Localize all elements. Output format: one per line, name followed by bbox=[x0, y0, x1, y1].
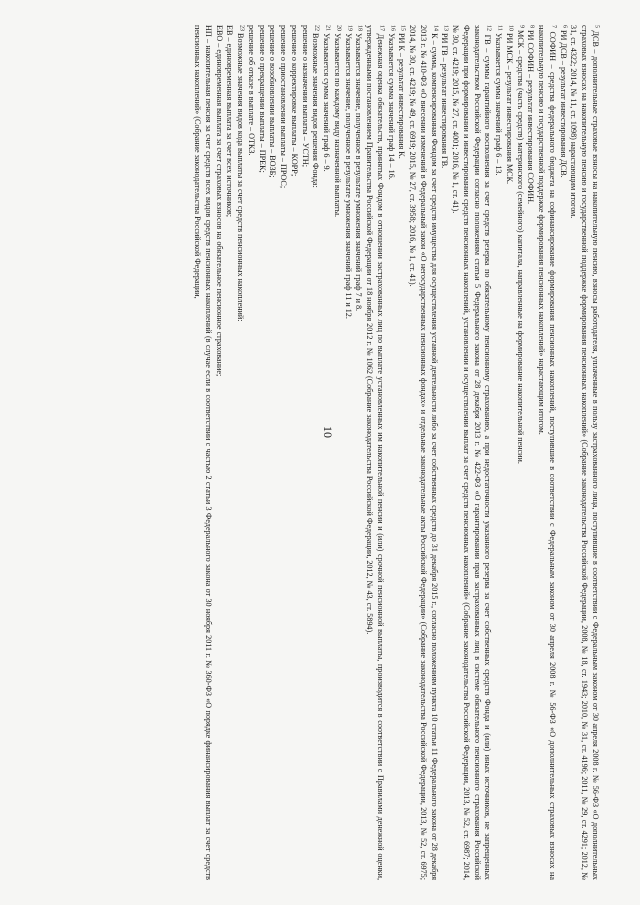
footnote-text: ДСВ – дополнительные страховые взносы на накопительную пенсию, взносы работодателя, уплаченные в пользу застрахованного лица, поступившие в соответствии с Федеральным законом от 30 апреля 2008 г. № 56-ФЗ «О дополнительных страховых взносах на накопительную пенсию и государственной поддержке формирования пенсионных накоплений» (Собрание законодательства Российской Федерации, 2008, № 18, ст. 1943; 2010, № 31, ст. 4196; 2011, № 29, ст. 4291; 2012, № 31, ст. 4322; 2014, № 11, ст. 1098) нарастающим итогом. bbox=[569, 25, 600, 880]
footnote-text: ГВ – суммы гарантийного восполнения за счет средств резерва по обязательному пенсионному страхованию, а при недостаточности указанного резерва за счет собственных средств Фонда и (или) иных источников, не запрещенных законодательством Российской Федерации согласно положениям статьи 5 Федерального закона от 28 декабря 2013 г. № 422-ФЗ «О гарантировании прав застрахованных лиц в системе обязательного пенсионного страхования Российской Федерации при формировании и инвестировании средств пенсионных накоплений, установлении и осуществлении выплат за счет средств пенсионных накоплений» (Собрание законодательства Российской Федерации, 2013, № 52, ст. 6987; 2014, № 30, ст. 4219; 2015, № 27, ст. 4001; 2016, № 1, ст. 41). bbox=[451, 25, 493, 880]
footnote-text: Возможные значения видов кода выплаты за счет средств пенсионных накоплений: bbox=[236, 33, 246, 322]
footnote-9 bbox=[514, 25, 525, 880]
footnote-text: Указывается значение, полученное в результате умножения значений граф 7 и 8. bbox=[354, 33, 364, 312]
footnote-11 bbox=[493, 25, 504, 880]
footnote-6 bbox=[557, 25, 568, 880]
list-item: НП – накопительная пенсия за счет средств всех видов средств пенсионных накоплений (в случае если в соответствии с частью 2 статьи 3 Федерального закона от 30 ноября 2011 г. № 360-ФЗ «О порядке финансирования выплат за счет средств пенсионных накоплений» (Собрание законодательства Российской Федерации, bbox=[193, 25, 213, 880]
footnote-text: РИ ГВ – результат инвестирования ГВ. bbox=[440, 33, 450, 169]
footnote-text: Указывается по каждому виду назначенной выплаты. bbox=[333, 33, 342, 218]
page-number: 10 bbox=[321, 426, 335, 438]
decision-types-list bbox=[245, 25, 310, 880]
list-item: решение о приостановлении выплаты – ПРОС; bbox=[279, 25, 289, 189]
footnote-16 bbox=[385, 25, 396, 880]
footnote-marker: 10 bbox=[507, 25, 514, 31]
footnote-text: РИ МСК – результат инвестирования МСК. bbox=[505, 33, 514, 185]
list-item: решение о корректировке выплаты – КОРР; bbox=[290, 25, 299, 177]
footnote-22 bbox=[310, 25, 321, 880]
footnote-20 bbox=[331, 25, 342, 880]
footnote-marker: 23 bbox=[238, 25, 245, 31]
footnote-marker: 11 bbox=[496, 25, 503, 31]
footnote-18 bbox=[353, 25, 364, 880]
footnote-marker: 6 bbox=[561, 25, 568, 28]
footnote-marker: 13 bbox=[443, 25, 449, 31]
footnote-text: Указывается сумма значений граф 6 – 9. bbox=[322, 33, 332, 172]
footnote-21 bbox=[321, 25, 332, 880]
list-item: решение об отказе в выплате – ОТКЗ. bbox=[247, 25, 256, 156]
footnote-text: РИ К – результат инвестирования К. bbox=[397, 33, 407, 159]
footnote-text: РИ ДСВ – результат инвестирования ДСВ. bbox=[558, 30, 568, 178]
footnote-marker: 20 bbox=[335, 25, 342, 31]
footnote-23 bbox=[235, 25, 246, 880]
footnote-7 bbox=[536, 25, 558, 880]
footnote-marker: 17 bbox=[378, 25, 385, 31]
footnote-19 bbox=[342, 25, 353, 880]
footnote-marker: 16 bbox=[389, 25, 396, 31]
footnote-marker: 7 bbox=[550, 25, 557, 28]
rotated-content bbox=[30, 25, 600, 880]
footnote-marker: 14 bbox=[432, 25, 439, 31]
footnote-17 bbox=[364, 25, 386, 880]
list-item: ЕВ – единовременная выплата за счет всех источников; bbox=[225, 25, 235, 217]
footnote-marker: 8 bbox=[529, 25, 535, 28]
footnote-text: РИ СОФИН – результат инвестирования СОФИН. bbox=[526, 30, 536, 204]
footnote-13 bbox=[439, 25, 450, 880]
footnote-text: К – сумма, компенсированная Фондом за счет средств имущества для осуществления уставной деятельности либо за счет собственных средств до 31 декабря 2015 г., согласно положениям пункта 10 статьи 11 Федерального закона от 28 декабря 2013 г. № 410-ФЗ «О внесении изменений в Федеральный закон «О негосударственных пенсионных фондах» и отдельные законодательные акты Российской Федерации» (Собрание законодательства Российской Федерации, 2013, № 52, ст. 6975; 2014, № 30, ст. 4219; № 49, ст. 6919; 2015, № 27, ст. 3958; 2016, № 1, ст. 41). bbox=[408, 25, 439, 881]
footnote-text: Указывается сумма значений граф 14 – 16. bbox=[386, 33, 396, 180]
footnote-12 bbox=[450, 25, 493, 880]
list-item: решение о назначении выплаты – УСТН; bbox=[300, 25, 310, 168]
footnote-text: МСК – средства (часть средств) материнского (семейного) капитала, направленные на формирование накопительной пенсии. bbox=[515, 30, 525, 464]
footnote-10 bbox=[503, 25, 514, 880]
footnotes-block bbox=[192, 25, 601, 880]
footnote-text: Денежная оценка обязательств, принятых Фондом в отношении застрахованных лиц по выплате установленных им накопительной пенсии и (или) срочной пенсионной выплаты, производится в соответствии с Правилами денежной оценки, утвержденными постановлением Правительства Российской Федерации от 18 ноября 2012 г. № 1062 (Собрание законодательства Российской Федерации, 2012, № 43, ст. 5894). bbox=[365, 25, 385, 881]
footnote-text: Указывается сумма значений граф 6 – 13. bbox=[494, 32, 504, 176]
list-item: ЕВО – единовременная выплата за счет страховых взносов на обязательное пенсионное страхование; bbox=[214, 25, 224, 377]
footnote-8 bbox=[525, 25, 536, 880]
footnote-marker: 18 bbox=[357, 25, 363, 31]
footnote-marker: 19 bbox=[346, 25, 353, 31]
footnote-marker: 5 bbox=[593, 25, 600, 28]
list-item: решение о прекращении выплаты – ПРЕК; bbox=[257, 25, 267, 173]
footnote-marker: 12 bbox=[486, 25, 492, 31]
footnote-text: СОФИН – средства федерального бюджета на софинансирование формирования пенсионных накоплений, поступившие в соответствии с Федеральным законом от 30 апреля 2008 г. № 56-ФЗ «О дополнительных страховых взносах на накопительную пенсию и государственной поддержке формирования пенсионных накоплений» нарастающим итогом. bbox=[537, 25, 557, 881]
footnote-marker: 9 bbox=[518, 25, 525, 28]
footnote-marker: 15 bbox=[400, 25, 406, 31]
footnote-14 bbox=[407, 25, 439, 880]
footnote-marker: 22 bbox=[314, 25, 320, 31]
footnote-5 bbox=[568, 25, 600, 880]
footnote-marker: 21 bbox=[324, 25, 331, 31]
list-item: решение о возобновлении выплаты – ВОЗБ; bbox=[268, 25, 278, 178]
footnote-text: Возможные значения видов решения Фонда: bbox=[311, 33, 321, 188]
footnote-text: Указывается значение, полученное в результате умножения значений граф 11 и 12. bbox=[343, 33, 353, 319]
footnote-15 bbox=[396, 25, 407, 880]
payment-codes-list bbox=[192, 25, 235, 880]
